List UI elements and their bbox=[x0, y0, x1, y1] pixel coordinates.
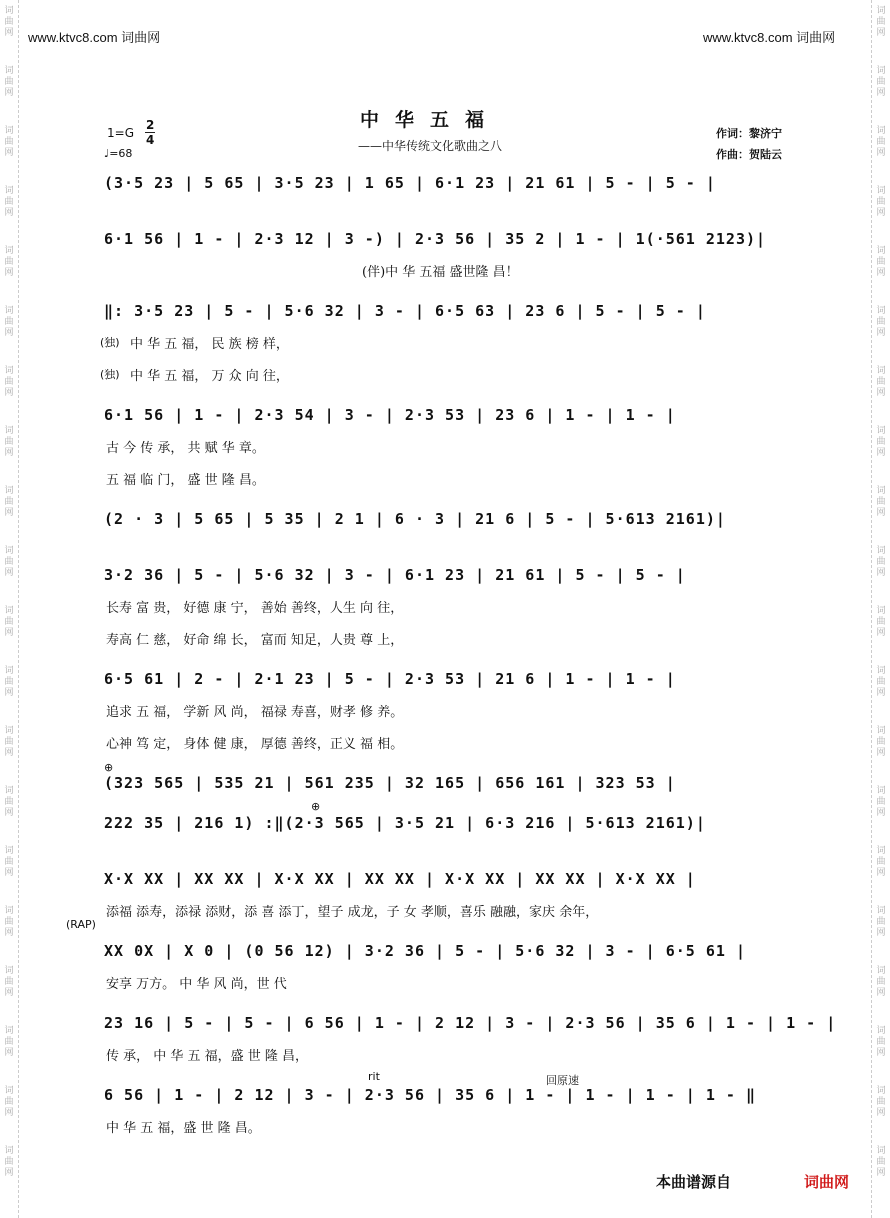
coda-sign-2: ⊕ bbox=[311, 800, 321, 813]
side-watermark-left: 词曲网 bbox=[4, 1086, 14, 1118]
side-watermark-left: 词曲网 bbox=[4, 786, 14, 818]
side-watermark-left: 词曲网 bbox=[4, 666, 14, 698]
side-watermark-right: 词曲网 bbox=[876, 1026, 886, 1058]
notation-line-3: ‖: 3·5 23 | 5 - | 5·6 32 | 3 - | 6·5 63 | 23 6 | 5 - | 5 - | bbox=[104, 302, 706, 320]
notation-line-11: XX 0X | X 0 | (0 56 12) | 3·2 36 | 5 - | 5·6 32 | 3 - | 6·5 61 | bbox=[104, 942, 746, 960]
side-watermark-right: 词曲网 bbox=[876, 1086, 886, 1118]
notation-line-4: 6·1 56 | 1 - | 2·3 54 | 3 - | 2·3 53 | 23 6 | 1 - | 1 - | bbox=[104, 406, 676, 424]
lyric-line-12: 传 承， 中 华 五 福，盛 世 隆 昌， bbox=[106, 1049, 309, 1064]
side-watermark-right: 词曲网 bbox=[876, 846, 886, 878]
lyric-line-13: 中 华 五 福，盛 世 隆 昌。 bbox=[106, 1121, 261, 1136]
side-watermark-left: 词曲网 bbox=[4, 1026, 14, 1058]
right-watermark-strip bbox=[871, 0, 890, 1218]
site-watermark-right: www.ktvc8.com 词曲网 bbox=[703, 30, 836, 45]
notation-line-7: 6·5 61 | 2 - | 2·1 23 | 5 - | 2·3 53 | 21 6 | 1 - | 1 - | bbox=[104, 670, 676, 688]
side-watermark-left: 词曲网 bbox=[4, 546, 14, 578]
lyric-line-6: 长寿 富 贵， 好德 康 宁， 善始 善终，人生 向 往， bbox=[106, 601, 404, 616]
side-watermark-right: 词曲网 bbox=[876, 486, 886, 518]
lyric-line-9: 心神 笃 定， 身体 健 康， 厚德 善终，正义 福 相。 bbox=[106, 737, 404, 752]
lyricist-credit: 作词：黎济宁 bbox=[716, 127, 782, 140]
side-watermark-right: 词曲网 bbox=[876, 126, 886, 158]
side-watermark-right: 词曲网 bbox=[876, 186, 886, 218]
side-watermark-right: 词曲网 bbox=[876, 306, 886, 338]
a-tempo-mark: 回原速 bbox=[546, 1074, 579, 1087]
source-note: 本曲谱源自 bbox=[656, 1174, 732, 1191]
solo-label-2: (独) bbox=[100, 368, 120, 381]
notation-line-10: X·X XX | XX XX | X·X XX | XX XX | X·X XX | XX XX | X·X XX | bbox=[104, 870, 696, 888]
side-watermark-left: 词曲网 bbox=[4, 186, 14, 218]
side-watermark-right: 词曲网 bbox=[876, 66, 886, 98]
notation-line-5: (2 · 3 | 5 65 | 5 35 | 2 1 | 6 · 3 | 21 6 | 5 - | 5·613 2161)| bbox=[104, 510, 726, 528]
coda-sign-1: ⊕ bbox=[104, 761, 114, 774]
lyric-line-4: 古 今 传 承， 共 赋 华 章。 bbox=[106, 441, 265, 456]
notation-line-8: (323 565 | 535 21 | 561 235 | 32 165 | 656 161 | 323 53 | bbox=[104, 774, 676, 792]
song-subtitle: ——中华传统文化歌曲之八 bbox=[358, 139, 503, 153]
side-watermark-left: 词曲网 bbox=[4, 306, 14, 338]
side-watermark-right: 词曲网 bbox=[876, 906, 886, 938]
side-watermark-left: 词曲网 bbox=[4, 246, 14, 278]
notation-line-2: 6·1 56 | 1 - | 2·3 12 | 3 -) | 2·3 56 | 35 2 | 1 - | 1(·561 2123)| bbox=[104, 230, 767, 248]
rap-label: (RAP) bbox=[66, 918, 96, 931]
side-watermark-left: 词曲网 bbox=[4, 606, 14, 638]
side-watermark-right: 词曲网 bbox=[876, 426, 886, 458]
side-watermark-left: 词曲网 bbox=[4, 726, 14, 758]
side-watermark-left: 词曲网 bbox=[4, 126, 14, 158]
composer-credit: 作曲：贺陆云 bbox=[716, 148, 782, 161]
time-signature-top: 2 bbox=[146, 118, 155, 132]
lyric-line-8: 追求 五 福， 学新 风 尚， 福禄 寿喜，财孝 修 养。 bbox=[106, 705, 404, 720]
key-signature: 1=G bbox=[107, 126, 134, 140]
notation-line-6: 3·2 36 | 5 - | 5·6 32 | 3 - | 6·1 23 | 21 61 | 5 - | 5 - | bbox=[104, 566, 686, 584]
side-watermark-left: 词曲网 bbox=[4, 906, 14, 938]
side-watermark-left: 词曲网 bbox=[4, 486, 14, 518]
lyric-line-1: (伴)中 华 五福 盛世隆 昌！ bbox=[362, 265, 519, 280]
side-watermark-right: 词曲网 bbox=[876, 6, 886, 38]
side-watermark-right: 词曲网 bbox=[876, 546, 886, 578]
song-title: 中华五福 bbox=[360, 109, 501, 131]
notation-line-13: 6 56 | 1 - | 2 12 | 3 - | 2·3 56 | 35 6 | 1 - | 1 - | 1 - | 1 - ‖ bbox=[104, 1086, 756, 1104]
side-watermark-left: 词曲网 bbox=[4, 1146, 14, 1178]
notation-line-9: 222 35 | 216 1) :‖(2·3 565 | 3·5 21 | 6·3 216 | 5·613 2161)| bbox=[104, 814, 706, 832]
site-watermark-left: www.ktvc8.com 词曲网 bbox=[28, 30, 161, 45]
side-watermark-left: 词曲网 bbox=[4, 6, 14, 38]
brand-link[interactable]: 词曲网 bbox=[804, 1174, 850, 1191]
side-watermark-left: 词曲网 bbox=[4, 366, 14, 398]
side-watermark-right: 词曲网 bbox=[876, 726, 886, 758]
lyric-line-7: 寿高 仁 慈， 好命 绵 长， 富而 知足，人贵 尊 上， bbox=[106, 633, 404, 648]
side-watermark-right: 词曲网 bbox=[876, 246, 886, 278]
ritardando-mark: rit bbox=[368, 1070, 380, 1083]
side-watermark-right: 词曲网 bbox=[876, 606, 886, 638]
lyric-line-10: 添福 添寿，添禄 添财，添 喜 添丁，望子 成龙，子 女 孝顺，喜乐 融融，家庆 余年， bbox=[106, 905, 599, 920]
lyric-line-3: 中 华 五 福， 万 众 向 往， bbox=[130, 369, 289, 384]
solo-label-1: (独) bbox=[100, 336, 120, 349]
side-watermark-left: 词曲网 bbox=[4, 66, 14, 98]
left-watermark-strip bbox=[0, 0, 19, 1218]
time-signature-bottom: 4 bbox=[146, 133, 155, 147]
side-watermark-right: 词曲网 bbox=[876, 966, 886, 998]
lyric-line-2: 中 华 五 福， 民 族 榜 样， bbox=[130, 337, 289, 352]
side-watermark-right: 词曲网 bbox=[876, 366, 886, 398]
lyric-line-11: 安享 万方。 中 华 风 尚，世 代 bbox=[106, 977, 287, 992]
side-watermark-right: 词曲网 bbox=[876, 666, 886, 698]
notation-line-1: (3·5 23 | 5 65 | 3·5 23 | 1 65 | 6·1 23 | 21 61 | 5 - | 5 - | bbox=[104, 174, 716, 192]
side-watermark-left: 词曲网 bbox=[4, 426, 14, 458]
side-watermark-left: 词曲网 bbox=[4, 846, 14, 878]
side-watermark-right: 词曲网 bbox=[876, 786, 886, 818]
lyric-line-5: 五 福 临 门， 盛 世 隆 昌。 bbox=[106, 473, 265, 488]
side-watermark-left: 词曲网 bbox=[4, 966, 14, 998]
tempo-marking: ♩=68 bbox=[104, 147, 133, 160]
notation-line-12: 23 16 | 5 - | 5 - | 6 56 | 1 - | 2 12 | 3 - | 2·3 56 | 35 6 | 1 - | 1 - | bbox=[104, 1014, 837, 1032]
side-watermark-right: 词曲网 bbox=[876, 1146, 886, 1178]
